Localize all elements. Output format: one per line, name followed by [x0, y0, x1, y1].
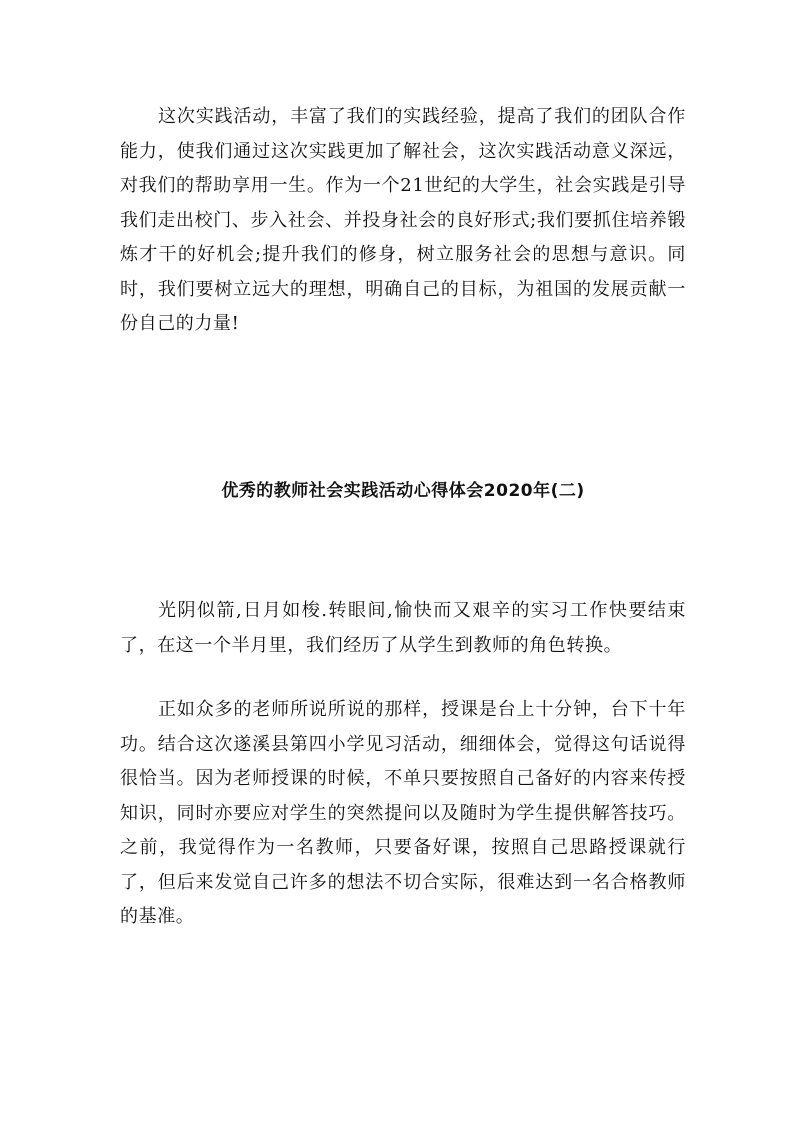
- paragraph-teaching-reflection: 正如众多的老师所说所说的那样，授课是台上十分钟，台下十年功。结合这次遂溪县第四小学见习活动，细细体会，觉得这句话说得很恰当。因为老师授课的时候，不单只要按照自己备好的内容来传授知识，同时亦要应对学生的突然提问以及随时为学生提供解答技巧。之前，我觉得作为一名教师，只要备好课，按照自己思路授课就行了，但后来发觉自己许多的想法不切合实际，很难达到一名合格教师的基准。: [120, 699, 686, 927]
- paragraph-practice-summary: 这次实践活动，丰富了我们的实践经验，提高了我们的团队合作能力，使我们通过这次实践更加了解社会，这次实践活动意义深远，对我们的帮助享用一生。作为一个21世纪的大学生，社会实践是引导我们走出校门、步入社会、并投身社会的良好形式;我们要抓住培养锻炼才干的好机会;提升我们的修身，树立服务社会的思想与意识。同时，我们要树立远大的理想，明确自己的目标，为祖国的发展贡献一份自己的力量!: [120, 106, 686, 334]
- section-heading: 优秀的教师社会实践活动心得体会2020年(二): [221, 481, 585, 501]
- paragraph-internship-intro: 光阴似箭,日月如梭.转眼间,愉快而又艰辛的实习工作快要结束了，在这一个半月里，我们经历了从学生到教师的角色转换。: [120, 600, 686, 656]
